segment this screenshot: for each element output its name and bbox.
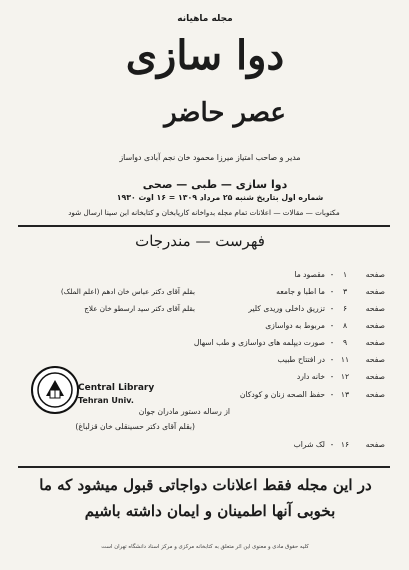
footer-line-1: در این مجله فقط اعلانات دواجاتی قبول میشود که ما bbox=[39, 476, 372, 494]
toc-title: صورت دیپلمه های دواسازی و طب اسهال bbox=[193, 338, 325, 347]
library-stamp-seal bbox=[31, 366, 79, 414]
toc-page-number: ۱۳ bbox=[340, 390, 350, 399]
masthead-title: دوا سازی bbox=[125, 32, 285, 79]
toc-row bbox=[20, 319, 385, 333]
toc-page-number: ۹ bbox=[342, 338, 348, 347]
kicker: مجله ماهیانه bbox=[177, 14, 233, 24]
toc-page-number: ۸ bbox=[342, 321, 348, 330]
toc-page-label: صفحه bbox=[365, 304, 385, 313]
toc-title: خانه دارد bbox=[296, 372, 325, 381]
toc-page-number: ۱۶ bbox=[340, 440, 350, 449]
masthead-subtitle: عصر حاضر bbox=[164, 98, 286, 128]
toc-title: تزریق داخلی وریدی کلیر bbox=[248, 304, 325, 313]
toc-author: بقلم آقای دکتر سید ارسطو خان علاج bbox=[84, 304, 195, 313]
issue-name: دوا سازی — طبی — صحی bbox=[142, 178, 288, 191]
toc-dash: - bbox=[330, 321, 334, 330]
toc-row bbox=[20, 285, 385, 299]
submission-notice: مکتوبات — مقالات — اعلانات تمام مجله بدواخانه کاریابخان و کتابخانه ابن سینا ارسال شود bbox=[68, 208, 340, 217]
toc-dash: - bbox=[330, 390, 334, 399]
issue-date: شماره اول بتاریخ شنبه ۲۵ مرداد ۱۳۰۹ = ۱۶ اوت ۱۹۳۰ bbox=[116, 193, 324, 202]
toc-dash: - bbox=[330, 287, 334, 296]
toc-row bbox=[20, 420, 385, 434]
toc-page-label: صفحه bbox=[365, 270, 385, 279]
toc-page-label: صفحه bbox=[365, 372, 385, 381]
toc-page-number: ۳ bbox=[342, 287, 348, 296]
toc-page-number: ۶ bbox=[342, 304, 348, 313]
stamp-line-1: Central Library bbox=[78, 383, 155, 393]
toc-page-number: ۱۲ bbox=[340, 372, 350, 381]
divider-top bbox=[18, 225, 390, 227]
toc-page-label: صفحه bbox=[365, 287, 385, 296]
toc-page-label: صفحه bbox=[365, 355, 385, 364]
toc-title: مربوط به دواسازی bbox=[265, 321, 325, 330]
toc-page-label: صفحه bbox=[365, 440, 385, 449]
toc-row bbox=[20, 336, 385, 350]
toc-row bbox=[20, 268, 385, 282]
toc-row bbox=[20, 353, 385, 367]
toc-dash: - bbox=[330, 440, 334, 449]
stamp-line-2: Tehran Univ. bbox=[78, 396, 134, 405]
toc-page-label: صفحه bbox=[365, 321, 385, 330]
toc-title: ما اطبا و جامعه bbox=[276, 287, 325, 296]
toc-page-number: ۱۱ bbox=[340, 355, 350, 364]
toc-dash: - bbox=[330, 338, 334, 347]
toc-dash: - bbox=[330, 355, 334, 364]
toc-row bbox=[20, 302, 385, 316]
toc-dash: - bbox=[330, 304, 334, 313]
divider-bottom bbox=[18, 466, 390, 468]
toc-title: (بقلم آقای دکتر حسینقلی خان قزلباغ) bbox=[75, 422, 195, 431]
toc-dash: - bbox=[330, 372, 334, 381]
toc-heading: فهرست — مندرجات bbox=[135, 232, 265, 250]
toc-title: حفظ الصحه زنان و کودکان bbox=[239, 390, 325, 399]
toc-title: در افتتاح طبیب bbox=[277, 355, 325, 364]
toc-dash: - bbox=[330, 270, 334, 279]
footer-fineprint: کلیه حقوق مادی و معنوی این اثر متعلق به کتابخانه مرکزی و مرکز اسناد دانشگاه تهران است bbox=[101, 544, 309, 550]
footer-line-2: بخوبی آنها اطمینان و ایمان داشته باشیم bbox=[84, 502, 336, 520]
toc-title: از رساله دستور مادران جوان bbox=[138, 407, 230, 416]
toc-author: بقلم آقای دکتر عباس خان ادهم (اعلم الملک) bbox=[60, 287, 195, 296]
toc-page-label: صفحه bbox=[365, 338, 385, 347]
toc-title: لک شراب bbox=[293, 440, 325, 449]
toc-row bbox=[20, 438, 385, 452]
toc-page-number: ۱ bbox=[342, 270, 348, 279]
toc-page-label: صفحه bbox=[365, 390, 385, 399]
editor-line: مدیر و صاحب امتیاز میرزا محمود خان نجم آبادی دواساز bbox=[119, 153, 301, 162]
toc-title: مقصود ما bbox=[294, 270, 325, 279]
